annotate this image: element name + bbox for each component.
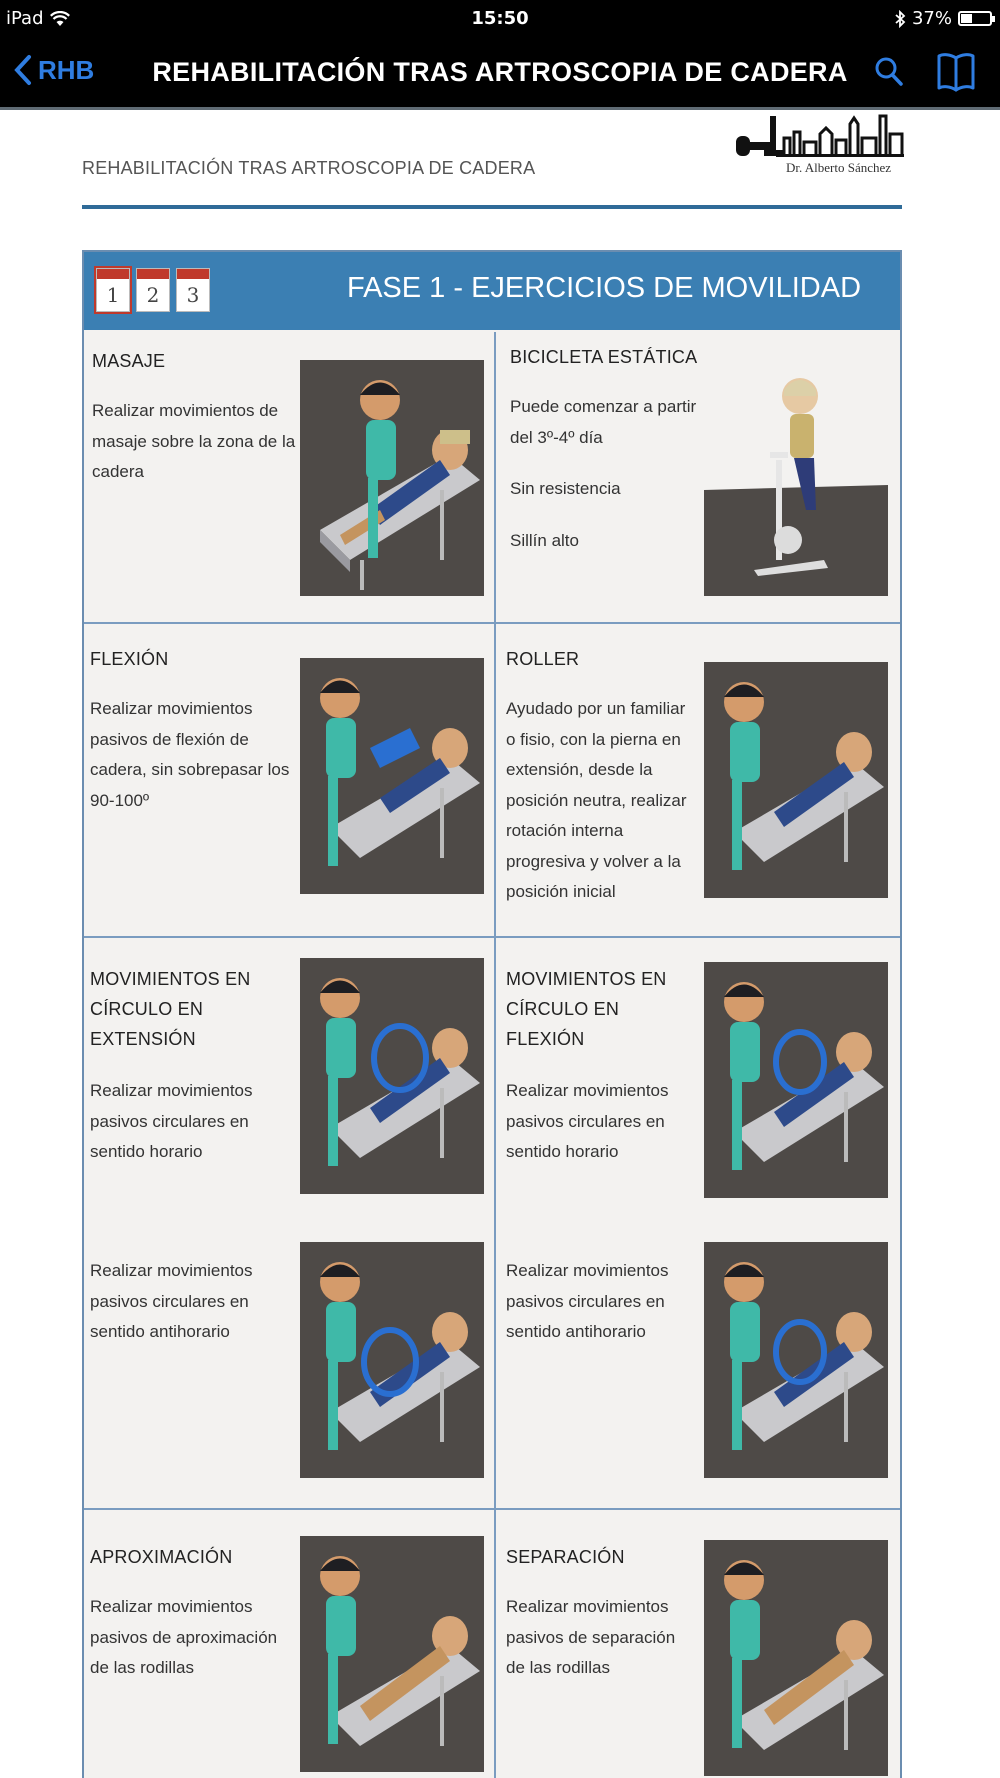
illustration-circulo-extension-horario <box>300 958 484 1194</box>
search-icon[interactable] <box>874 54 904 90</box>
column-divider <box>494 332 496 1778</box>
exercise-title-separacion: SEPARACIÓN <box>506 1547 625 1567</box>
back-label: RHB <box>38 54 95 85</box>
exercise-text-aproximacion: Realizar movimientos pasivos de aproximación de las rodillas <box>90 1597 278 1677</box>
illustration-circulo-flexion-horario <box>704 962 888 1198</box>
exercise-text-flexion: Realizar movimientos pasivos de flexión de cadera, sin sobrepasar los 90-100º <box>90 699 290 810</box>
exercise-text-roller: Ayudado por un familiar o fisio, con la pierna en extensión, desde la posición neutra, realizar rotación interna progresiva y volver a la posición inicial <box>506 699 687 901</box>
exercise-title-aproximacion: APROXIMACIÓN <box>90 1547 233 1567</box>
therapy-scene-image <box>300 1242 484 1478</box>
calendar-page-3-icon[interactable]: 3 <box>176 268 210 312</box>
therapy-scene-image <box>300 360 484 596</box>
exercise-text-circulo-flexion-horario: Realizar movimientos pasivos circulares en sentido horario <box>506 1081 669 1161</box>
book-icon[interactable] <box>936 50 976 94</box>
illustration-aproximacion <box>300 1536 484 1772</box>
exercise-title-bicicleta: BICICLETA ESTÁTICA <box>510 347 698 367</box>
exercise-text-circulo-flexion-antihorario: Realizar movimientos pasivos circulares en sentido antihorario <box>506 1261 669 1341</box>
therapy-scene-image <box>704 1540 888 1776</box>
exercise-title-circulo-extension: MOVIMIENTOS EN CÍRCULO EN EXTENSIÓN <box>90 969 251 1049</box>
nav-title: REHABILITACIÓN TRAS ARTROSCOPIA DE CADERA <box>152 57 848 87</box>
exercise-title-roller: ROLLER <box>506 649 580 669</box>
bicycle-scene-image <box>704 360 888 596</box>
battery-icon <box>958 11 992 26</box>
exercise-text-bicicleta-seat: Sillín alto <box>510 531 579 550</box>
phase-title: FASE 1 - EJERCICIOS DE MOVILIDAD <box>346 272 862 304</box>
exercise-text-separacion: Realizar movimientos pasivos de separación de las rodillas <box>506 1597 676 1677</box>
calendar-page-1-icon[interactable]: 1 <box>96 268 130 312</box>
row-divider <box>84 1508 900 1510</box>
exercise-title-masaje: MASAJE <box>92 351 166 371</box>
document-header: REHABILITACIÓN TRAS ARTROSCOPIA DE CADERA <box>82 158 536 178</box>
therapy-scene-image <box>300 658 484 894</box>
calendar-page-2-icon[interactable]: 2 <box>136 268 170 312</box>
row-divider <box>84 936 900 938</box>
illustration-separacion <box>704 1540 888 1776</box>
exercise-text-circulo-extension-horario: Realizar movimientos pasivos circulares en sentido horario <box>90 1081 253 1161</box>
exercise-text-circulo-extension-antihorario: Realizar movimientos pasivos circulares en sentido antihorario <box>90 1261 253 1341</box>
illustration-circulo-flexion-antihorario <box>704 1242 888 1478</box>
therapy-scene-image <box>704 962 888 1198</box>
bluetooth-icon <box>894 10 906 28</box>
illustration-circulo-extension-antihorario <box>300 1242 484 1478</box>
phase-header <box>84 252 900 330</box>
status-time: 15:50 <box>471 8 529 29</box>
illustration-bicicleta <box>704 360 888 596</box>
illustration-roller <box>704 662 888 898</box>
battery-percent: 37% <box>911 8 952 29</box>
status-bar <box>0 0 1000 38</box>
therapy-scene-image <box>300 1536 484 1772</box>
exercise-text-bicicleta-resistance: Sin resistencia <box>510 479 621 498</box>
device-label: iPad <box>6 8 44 29</box>
therapy-scene-image <box>300 958 484 1194</box>
header-divider <box>82 205 902 209</box>
row-divider <box>84 622 900 624</box>
logo-caption: Dr. Alberto Sánchez <box>786 160 892 175</box>
therapy-scene-image <box>704 1242 888 1478</box>
therapy-scene-image <box>704 662 888 898</box>
exercise-table <box>82 250 902 1778</box>
exercise-text-masaje: Realizar movimientos de masaje sobre la zona de la cadera <box>92 401 296 481</box>
illustration-flexion <box>300 658 484 894</box>
exercise-title-flexion: FLEXIÓN <box>90 649 169 669</box>
illustration-masaje <box>300 360 484 596</box>
exercise-text-bicicleta: Puede comenzar a partir del 3º-4º día <box>510 397 697 447</box>
navigation-bar <box>0 38 1000 110</box>
exercise-title-circulo-flexion: MOVIMIENTOS EN CÍRCULO EN FLEXIÓN <box>506 969 667 1049</box>
